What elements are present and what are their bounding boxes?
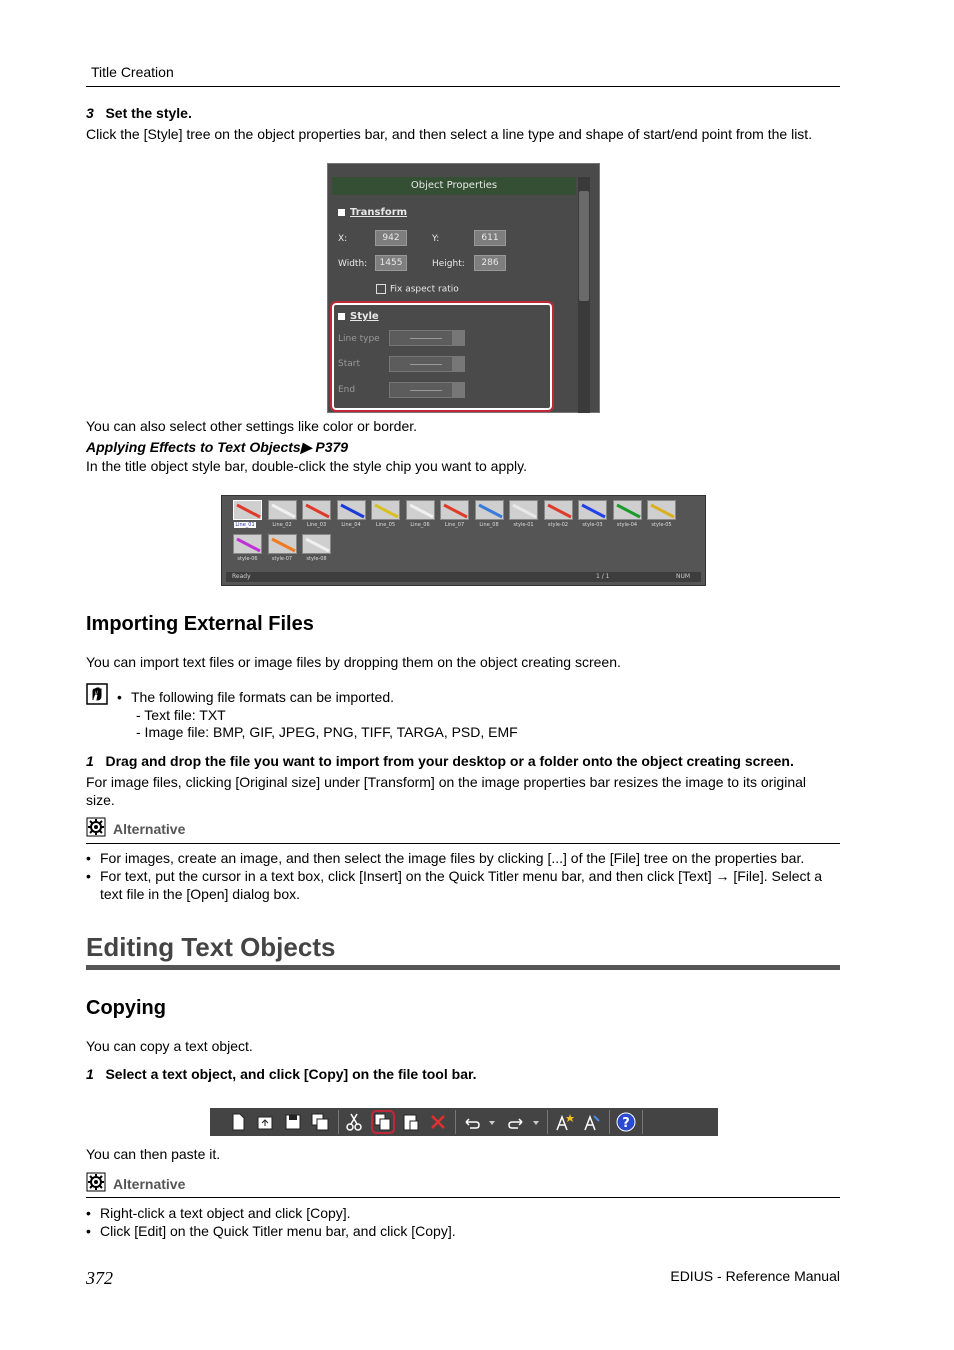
svg-text:?: ? <box>622 1116 630 1131</box>
other-settings-text: You can also select other settings like color or border. <box>86 418 418 434</box>
save-as-icon[interactable] <box>310 1112 330 1132</box>
start-label: Start <box>338 359 360 369</box>
style-chip-label: Line_01 <box>235 522 255 528</box>
x-label: X: <box>338 234 348 244</box>
fix-aspect-checkbox[interactable]: Fix aspect ratio <box>376 284 459 295</box>
style-chip-label: style-03 <box>582 522 603 528</box>
note-item-1: - Text file: TXT <box>136 707 226 723</box>
height-field[interactable]: 286 <box>474 255 506 271</box>
style-chip[interactable] <box>233 500 262 520</box>
step-3-title: Set the style. <box>105 105 192 121</box>
note-item-2: - Image file: BMP, GIF, JPEG, PNG, TIFF, TARGA, PSD, EMF <box>136 724 518 740</box>
undo-dropdown-icon[interactable] <box>487 1112 497 1132</box>
copying-heading: Copying <box>86 997 166 1019</box>
y-label: Y: <box>432 234 440 244</box>
x-field[interactable]: 942 <box>375 230 407 246</box>
delete-icon[interactable] <box>428 1112 448 1132</box>
alternative-label: Alternative <box>113 1176 186 1192</box>
paste-icon[interactable] <box>401 1112 421 1132</box>
step-3-heading: 3 Set the style. <box>86 105 192 121</box>
new-icon[interactable] <box>228 1112 248 1132</box>
import-alternative-list <box>86 849 846 903</box>
style-chip[interactable] <box>578 500 607 520</box>
style-chip-label: Line_07 <box>444 522 465 528</box>
note-bullet: • <box>117 689 122 705</box>
status-ready: Ready <box>232 573 251 580</box>
alternative-rule <box>86 1197 840 1198</box>
scrollbar[interactable] <box>578 177 590 413</box>
status-num: NUM <box>676 573 691 580</box>
copying-intro: You can copy a text object. <box>86 1038 253 1054</box>
copy-icon[interactable] <box>371 1110 395 1134</box>
style-chip-label: style-07 <box>271 556 293 562</box>
style-chip[interactable] <box>302 534 331 554</box>
alternative-gear-icon <box>86 1172 106 1197</box>
file-toolbar-screenshot <box>210 1108 718 1136</box>
cut-icon[interactable] <box>344 1112 364 1132</box>
style-chip[interactable] <box>371 500 400 520</box>
y-field[interactable]: 611 <box>474 230 506 246</box>
style-bar-screenshot <box>221 495 706 586</box>
style-chip[interactable] <box>544 500 573 520</box>
style-chip[interactable] <box>613 500 642 520</box>
note-icon <box>86 683 108 705</box>
object-properties-title: Object Properties <box>332 177 576 195</box>
alternative-label: Alternative <box>113 821 186 837</box>
save-icon[interactable] <box>283 1112 303 1132</box>
style-chip[interactable] <box>233 534 262 554</box>
open-icon[interactable] <box>255 1112 275 1132</box>
style-chip[interactable] <box>475 500 504 520</box>
status-page: 1 / 1 <box>596 573 610 580</box>
status-bar <box>226 572 701 582</box>
style-chip-label: style-04 <box>616 522 638 528</box>
style-chip[interactable] <box>509 500 538 520</box>
copy-step-heading: 1 Select a text object, and click [Copy] on the file tool bar. <box>86 1066 477 1082</box>
copy-alternative-list <box>86 1204 846 1240</box>
text-style-icon[interactable] <box>555 1112 575 1132</box>
help-icon[interactable] <box>616 1112 636 1132</box>
style-chip[interactable] <box>302 500 331 520</box>
list-item: • For images, create an image, and then select the image files by clicking [...] of the [File] tree on the properties bar. <box>86 850 805 866</box>
note-text: The following file formats can be imported. <box>131 689 395 705</box>
list-item: • Click [Edit] on the Quick Titler menu bar, and click [Copy]. <box>86 1223 456 1239</box>
style-chip-label: style-08 <box>306 556 327 562</box>
page-number: 372 <box>86 1268 113 1288</box>
style-chip-label: style-05 <box>651 522 672 528</box>
alternative-rule <box>86 843 840 844</box>
paste-text: You can then paste it. <box>86 1146 221 1162</box>
editing-rule <box>86 965 840 970</box>
style-chip[interactable] <box>406 500 435 520</box>
manual-title: EDIUS - Reference Manual <box>670 1268 840 1284</box>
import-step-heading: 1 Drag and drop the file you want to import from your desktop or a folder onto the object creating screen. <box>86 753 794 769</box>
cross-reference-link[interactable]: Applying Effects to Text Objects▶ P379 <box>86 439 349 455</box>
editing-heading: Editing Text Objects <box>86 932 336 962</box>
style-chip-label: Line_04 <box>341 522 361 528</box>
style-chip-label: Line_05 <box>375 522 396 528</box>
width-label: Width: <box>338 259 368 269</box>
alternative-gear-icon <box>86 817 106 842</box>
style-chip-label: Line_06 <box>410 522 430 528</box>
undo-icon[interactable] <box>462 1112 482 1132</box>
running-header: Title Creation <box>91 64 174 80</box>
redo-dropdown-icon[interactable] <box>531 1112 541 1132</box>
width-field[interactable]: 1455 <box>375 255 407 271</box>
arrow-right-icon: ▶ <box>300 439 312 455</box>
import-step-description: For image files, clicking [Original size] under [Transform] on the image properties bar resizes the image to its original size. <box>86 774 807 808</box>
line-type-label: Line type <box>338 334 380 344</box>
list-item: • Right-click a text object and click [Copy]. <box>86 1205 351 1221</box>
style-chip[interactable] <box>337 500 366 520</box>
style-highlight <box>330 301 554 412</box>
end-label: End <box>338 385 356 395</box>
style-chip-label: style-01 <box>513 522 534 528</box>
height-label: Height: <box>432 259 465 269</box>
object-properties-screenshot <box>327 163 600 413</box>
style-bar-description: In the title object style bar, double-click the style chip you want to apply. <box>86 458 527 474</box>
style-chip-label: Line_02 <box>272 522 292 528</box>
transform-section[interactable]: Transform <box>338 207 407 218</box>
style-chip[interactable] <box>268 500 297 520</box>
redo-icon[interactable] <box>506 1112 526 1132</box>
style-section[interactable]: Style <box>338 311 379 322</box>
importing-heading: Importing External Files <box>86 613 314 635</box>
style-chip-label: style-06 <box>237 556 258 562</box>
style-chip-label: style-02 <box>547 522 569 528</box>
list-item: • For text, put the cursor in a text box, click [Insert] on the Quick Titler menu bar, and then click [Text] → [File]. Select a text file in the [Open] dialog box. <box>86 868 823 902</box>
style-chip-label: Line_08 <box>479 522 499 528</box>
style-chip[interactable] <box>268 534 297 554</box>
style-chip-label: Line_03 <box>306 522 327 528</box>
step-3-description: Click the [Style] tree on the object properties bar, and then select a line type and shape of start/end point from the list. <box>86 126 813 142</box>
spell-icon[interactable] <box>582 1112 602 1132</box>
importing-intro: You can import text files or image files by dropping them on the object creating screen. <box>86 654 621 670</box>
header-rule <box>86 86 840 87</box>
style-chip[interactable] <box>440 500 469 520</box>
style-chip[interactable] <box>647 500 676 520</box>
